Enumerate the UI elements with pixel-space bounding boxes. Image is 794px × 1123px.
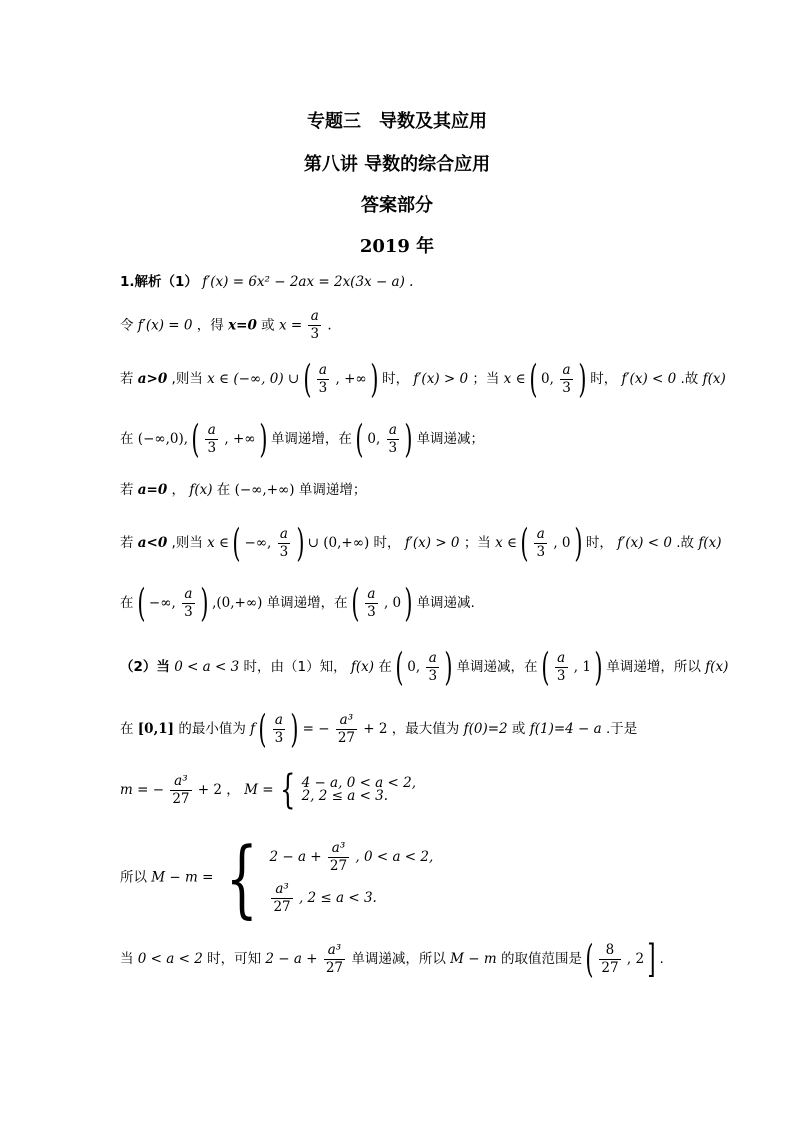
fraction: $\frac{a}{3}$: [388, 421, 398, 456]
text: 时，: [590, 371, 618, 387]
formula: (−∞,0),: [137, 431, 189, 447]
paren: (: [520, 521, 529, 565]
paren: (: [541, 645, 550, 689]
formula: a<0: [137, 535, 168, 551]
solution-line-2: 令 f′(x) = 0 ，得 x=0 或 x = $\frac{a}{3}$ .: [120, 308, 332, 342]
solution-line-10: [120, 767, 416, 813]
paren: ): [290, 707, 299, 751]
fraction: $\frac{a}{3}$: [318, 361, 328, 396]
fraction: $\frac{a}{3}$: [536, 525, 546, 560]
paren: ): [574, 521, 583, 565]
text: 所以: [120, 869, 147, 886]
title-lecture: 第八讲 导数的综合应用: [303, 154, 491, 175]
text: 单调递减，在: [456, 659, 538, 675]
paren: (: [351, 581, 360, 625]
formula: f(1)=4 − a: [529, 721, 602, 737]
formula: x ∈: [503, 371, 526, 387]
solution-line-12: [120, 937, 664, 981]
formula: a=0: [137, 482, 168, 498]
formula: = −: [302, 721, 330, 737]
text: （2）当: [120, 659, 170, 675]
formula: 0 < a < 2: [137, 951, 203, 967]
formula: f(x): [702, 371, 726, 387]
formula: x=0: [228, 317, 257, 334]
formula: f(0)=2: [463, 721, 508, 737]
text: 单调递增，在: [270, 431, 352, 447]
paren: (: [258, 707, 267, 751]
formula: M − m: [450, 951, 497, 967]
case-2: 2, 2 ≤ a < 3.: [301, 788, 389, 804]
case-2: $\frac{\text{a³}}{27}$ , 2 ≤ a < 3.: [273, 881, 377, 915]
formula: 0,: [541, 371, 554, 387]
text: 单调递增，所以: [606, 659, 701, 675]
formula: , 2: [626, 951, 645, 967]
title-year: 2019 年: [359, 236, 435, 257]
text: 若: [120, 535, 134, 551]
text: 或: [511, 721, 526, 737]
text: 当: [120, 951, 134, 967]
formula: , +∞: [224, 431, 256, 447]
text: 时，可知: [207, 951, 262, 967]
solution-line-8: [120, 645, 729, 689]
text: ；当: [472, 371, 500, 387]
text: 的最小值为: [178, 721, 246, 737]
paren: ): [404, 581, 413, 625]
brace: {: [279, 767, 296, 813]
cases: [301, 774, 416, 804]
paren: (: [395, 645, 404, 689]
formula: , 0: [383, 595, 402, 611]
formula: + 2: [363, 721, 388, 737]
title-section: 答案部分: [361, 195, 433, 216]
formula: , 1: [573, 659, 591, 675]
text: 在: [216, 482, 231, 498]
text: ，: [226, 782, 240, 798]
paren: (: [137, 581, 146, 625]
text: 时，: [382, 371, 410, 387]
solution-line-4: [120, 417, 485, 461]
formula: f(x): [698, 535, 722, 551]
case-1: 2 − a + $\frac{\text{a³}}{27}$ , 0 < a < 2,: [269, 840, 434, 875]
fraction: $\frac{a}{3}$: [310, 308, 320, 342]
paren: ): [404, 417, 413, 461]
formula: 2 − a +: [265, 951, 318, 967]
text: 单调递增；: [298, 482, 367, 498]
fraction: $\frac{a}{3}$: [428, 649, 438, 684]
paren: (: [355, 417, 364, 461]
text: ，: [171, 482, 186, 498]
formula: f′(x) > 0: [413, 371, 469, 387]
formula: , 0: [553, 535, 571, 551]
solution-line-5: [120, 484, 366, 498]
formula: 0 < a < 3: [174, 659, 240, 675]
text: 或: [261, 317, 275, 334]
fraction: $\frac{\text{a³}}{27}$: [172, 772, 190, 807]
fraction: $\frac{a}{3}$: [274, 711, 284, 746]
paren: ): [594, 645, 603, 689]
text: 单调递减，所以: [351, 951, 446, 967]
text: ，最大值为: [391, 721, 460, 737]
fraction: $\frac{a}{3}$: [562, 361, 571, 396]
formula: f′(x) = 6x² − 2ax = 2x(3x − a) .: [202, 274, 414, 290]
text: .故: [680, 371, 699, 387]
formula: −∞,: [244, 535, 272, 551]
formula: f′(x) < 0: [617, 535, 672, 551]
fraction: $\frac{a}{3}$: [207, 421, 217, 456]
fraction: $\frac{\text{a³}}{27}$: [273, 881, 291, 915]
fraction: $\frac{8}{27}$: [601, 941, 619, 976]
formula: f: [250, 721, 256, 737]
solution-line-11: [120, 829, 434, 927]
text: 单调递减；: [416, 431, 485, 447]
paren: ): [259, 417, 268, 461]
formula: 0,: [407, 659, 421, 675]
formula: f′(x) > 0: [404, 535, 460, 551]
text: 若: [120, 371, 134, 387]
formula: a>0: [137, 371, 168, 387]
formula: ,(0,+∞): [212, 595, 263, 611]
formula: ∪ (0,+∞): [307, 535, 370, 551]
formula: x ∈ (−∞, 0) ∪: [207, 371, 300, 387]
paren: (: [585, 937, 594, 981]
paren: ): [578, 357, 587, 401]
text: 时，: [373, 535, 401, 551]
fraction: $\frac{a}{3}$: [367, 585, 376, 620]
formula: m = −: [120, 782, 165, 798]
bracket: ]: [647, 937, 656, 981]
text: ,则当: [171, 371, 203, 387]
text: 在: [120, 431, 134, 447]
formula: −∞,: [148, 595, 176, 611]
paren: (: [529, 357, 538, 401]
fraction: $\frac{\text{a³}}{27}$: [325, 941, 344, 976]
cases: [269, 840, 433, 916]
formula: f(x): [350, 659, 375, 675]
paren: ): [370, 357, 379, 401]
paren: (: [232, 521, 241, 565]
formula: 0,: [367, 431, 381, 447]
text: 时，: [585, 535, 613, 551]
formula: x =: [278, 317, 303, 334]
formula: x ∈: [495, 535, 518, 551]
formula: M =: [244, 782, 274, 798]
text: .于是: [605, 721, 638, 737]
text: ；当: [463, 535, 491, 551]
solution-line-7: [120, 581, 475, 625]
formula: f(x): [189, 482, 213, 498]
paren: (: [302, 357, 311, 401]
paren: ): [200, 581, 209, 625]
fraction: $\frac{a}{3}$: [556, 649, 566, 684]
label: 1.解析（1）: [120, 274, 198, 290]
formula: (−∞,+∞): [234, 482, 295, 498]
text: 单调递增，在: [266, 595, 348, 611]
solution-line-3: [120, 357, 726, 401]
text: 在: [120, 721, 134, 737]
brace: {: [225, 829, 258, 927]
formula: f′(x) = 0: [137, 317, 193, 334]
text: 在: [120, 595, 134, 611]
formula: M − m =: [151, 869, 214, 886]
solution-line-9: [120, 707, 638, 751]
paren: ): [295, 521, 305, 565]
case-1: 4 − a, 0 < a < 2,: [301, 774, 416, 791]
paren: (: [191, 417, 200, 461]
formula: x ∈: [207, 535, 230, 551]
solution-line-1: [120, 276, 413, 290]
formula: [0,1]: [137, 721, 175, 737]
text: 若: [120, 482, 134, 498]
fraction: $\frac{a}{3}$: [184, 585, 193, 620]
text: 的取值范围是: [500, 951, 582, 967]
formula: + 2: [197, 782, 222, 798]
fraction: $\frac{\text{a³}}{27}$: [329, 840, 348, 875]
text: ，得: [196, 317, 224, 334]
title-topic: 专题三 导数及其应用: [307, 111, 487, 132]
fraction: $\frac{\text{a³}}{27}$: [337, 711, 355, 746]
solution-line-6: [120, 521, 722, 565]
formula: f(x): [705, 659, 729, 675]
text: 单调递减.: [416, 595, 475, 611]
text: 令: [120, 317, 134, 334]
text: .: [659, 951, 664, 967]
paren: ): [444, 645, 453, 689]
fraction: $\frac{a}{3}$: [279, 525, 289, 560]
text: .故: [676, 535, 695, 551]
text: ,则当: [171, 535, 203, 551]
text: 时，由（1）知，: [243, 659, 347, 675]
formula: f′(x) < 0: [621, 371, 677, 387]
formula: , +∞: [335, 371, 367, 387]
text: 在: [378, 659, 392, 675]
